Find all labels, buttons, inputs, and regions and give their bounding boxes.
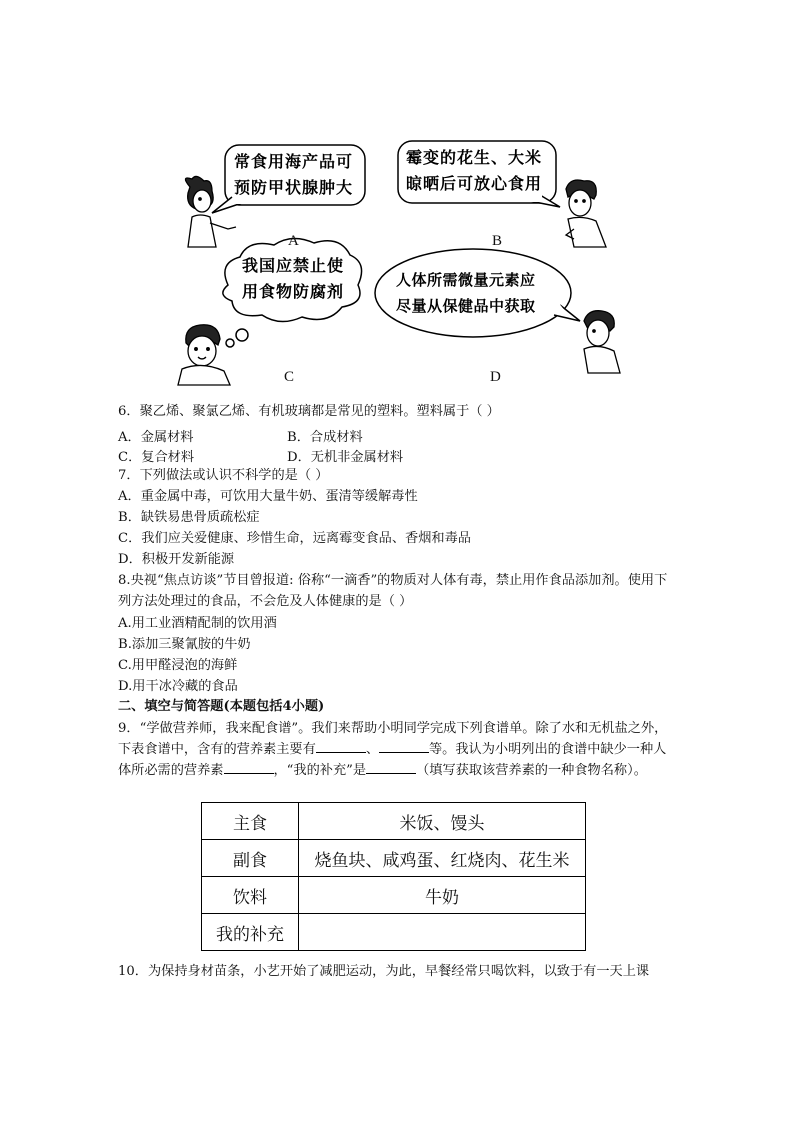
boy-figure-c [178, 325, 230, 385]
bubble-c-line1: 我国应禁止使 [242, 256, 345, 275]
boy-figure-b [566, 180, 606, 247]
label-c: C [284, 369, 295, 385]
menu-value-drink: 牛奶 [299, 877, 586, 914]
q9-blank-1[interactable] [316, 740, 366, 753]
menu-label-supplement: 我的补充 [202, 914, 299, 951]
q9-part2: 等。我认为小明列出的食谱中缺少一种人体所必需的营养素 [118, 742, 667, 778]
table-row [202, 803, 586, 840]
cartoon-illustration [170, 135, 630, 390]
q8-stem: 8.央视“焦点访谈”节目曾报道: 俗称“一滴香”的物质对人体有毒，禁止用作食品添加剂。使用下列方法处理过的食品，不会危及人体健康的是（ ） [118, 573, 668, 609]
q6-option-d: D．无机非金属材料 [287, 450, 404, 465]
table-row [202, 877, 586, 914]
menu-value-staple: 米饭、馒头 [299, 803, 586, 840]
q9-blank-4[interactable] [366, 761, 416, 774]
label-b: B [492, 233, 503, 249]
q9-text [118, 718, 678, 781]
menu-label-side: 副食 [202, 840, 299, 877]
menu-value-side: 烧鱼块、咸鸡蛋、红烧肉、花生米 [299, 840, 586, 877]
menu-label-staple: 主食 [202, 803, 299, 840]
bubble-a-line1: 常食用海产品可 [234, 152, 354, 171]
bubble-d-line2: 尽量从保健品中获取 [396, 297, 536, 315]
q6-option-c: C．复合材料 [118, 450, 195, 465]
q8-option-c: C.用甲醛浸泡的海鲜 [118, 658, 238, 673]
q8-option-d: D.用干冰冷藏的食品 [118, 679, 238, 694]
bubble-b-line1: 霉变的花生、大米 [406, 148, 543, 167]
label-d: D [490, 369, 501, 385]
q6-option-b: B．合成材料 [287, 430, 363, 445]
q8-option-b: B.添加三聚氰胺的牛奶 [118, 637, 251, 652]
table-row [202, 840, 586, 877]
label-a: A [288, 233, 299, 249]
table-row [202, 914, 586, 951]
q9-part3: （填写获取该营养素的一种食物名称）。 [416, 763, 647, 778]
bubble-c-line2: 用食物防腐剂 [242, 282, 345, 301]
q7-stem: 7．下列做法或认识不科学的是（ ） [118, 468, 329, 483]
q7-option-b: B．缺铁易患骨质疏松症 [118, 510, 260, 525]
q9-sep1: 、 [365, 742, 379, 757]
bubble-b-line2: 晾晒后可放心食用 [406, 174, 543, 193]
q9-blank-3[interactable] [224, 761, 274, 774]
q10-text: 10．为保持身材苗条，小艺开始了减肥运动，为此，早餐经常只喝饮料，以致于有一天上课 [118, 964, 650, 979]
menu-table [201, 802, 586, 951]
q7-option-a: A．重金属中毒，可饮用大量牛奶、蛋清等缓解毒性 [118, 489, 418, 504]
section-2-title: 二、填空与简答题(本题包括4小题) [118, 699, 325, 714]
q9-sep2: ，“我的补充”是 [273, 763, 367, 778]
boy-figure-d [584, 311, 620, 373]
q7-option-c: C．我们应关爱健康、珍惜生命，远离霉变食品、香烟和毒品 [118, 531, 471, 546]
bubble-d-line1: 人体所需微量元素应 [396, 271, 536, 289]
q8-option-a: A.用工业酒精配制的饮用酒 [118, 616, 277, 631]
menu-label-drink: 饮料 [202, 877, 299, 914]
q6-stem: 6．聚乙烯、聚氯乙烯、有机玻璃都是常见的塑料。塑料属于（ ） [118, 404, 500, 419]
q9-blank-2[interactable] [379, 740, 429, 753]
q9-part1: 9．“学做营养师，我来配食谱”。我们来帮助小明同学完成下列食谱单。除了水和无机盐之外，下表食谱中，含有的营养素主要有 [118, 721, 668, 757]
q6-option-a: A．金属材料 [118, 430, 194, 445]
menu-value-supplement[interactable] [299, 914, 586, 951]
bubble-a-line2: 预防甲状腺肿大 [234, 178, 354, 197]
q7-option-d: D．积极开发新能源 [118, 552, 235, 567]
